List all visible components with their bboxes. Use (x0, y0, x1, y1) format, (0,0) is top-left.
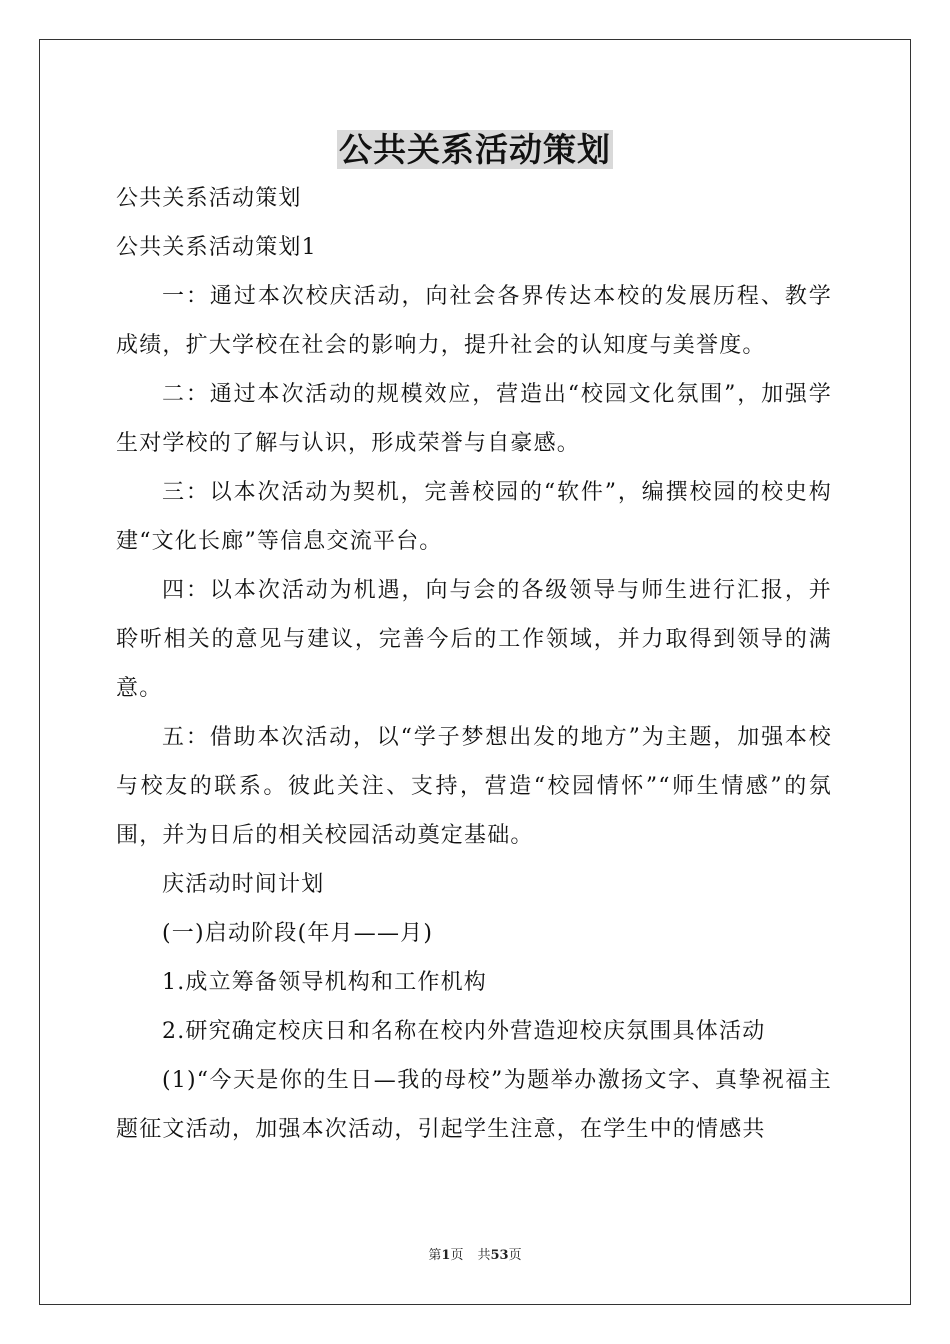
footer-total-suffix: 页 (508, 1248, 522, 1263)
paragraph-heading: 公共关系活动策划 (116, 186, 302, 211)
footer-total-pages: 53 (490, 1248, 509, 1263)
document-body (116, 174, 832, 1154)
paragraph-phase-1: (一)启动阶段(年月——月) (162, 921, 434, 946)
footer-page-suffix: 页 (450, 1248, 464, 1263)
paragraph-schedule-heading: 庆活动时间计划 (162, 872, 325, 897)
paragraph-item-2: 2.研究确定校庆日和名称在校内外营造迎校庆氛围具体活动 (162, 1019, 766, 1044)
paragraph-goal-1: 一：通过本次校庆活动，向社会各界传达本校的发展历程、教学成绩，扩大学校在社会的影响力，提升社会的认知度与美誉度。 (116, 284, 832, 358)
paragraph-goal-4: 四：以本次活动为机遇，向与会的各级领导与师生进行汇报，并聆听相关的意见与建议，完善今后的工作领域，并力取得到领导的满意。 (116, 578, 832, 701)
paragraph-item-1: 1.成立筹备领导机构和工作机构 (162, 970, 487, 995)
paragraph-subitem-1: (1)“今天是你的生日—我的母校”为题举办激扬文字、真挚祝福主题征文活动，加强本次活动，引起学生注意，在学生中的情感共 (116, 1068, 832, 1142)
paragraph-subheading: 公共关系活动策划1 (116, 235, 317, 260)
paragraph-goal-5: 五：借助本次活动，以“学子梦想出发的地方”为主题，加强本校与校友的联系。彼此关注、支持，营造“校园情怀”“师生情感”的氛围，并为日后的相关校园活动奠定基础。 (116, 725, 832, 848)
document-title-text: 公共关系活动策划 (339, 130, 611, 169)
page-footer (0, 1247, 950, 1265)
footer-page-number: 1 (441, 1248, 451, 1263)
document-title (0, 126, 950, 174)
paragraph-goal-2: 二：通过本次活动的规模效应，营造出“校园文化氛围”，加强学生对学校的了解与认识，形成荣誉与自豪感。 (116, 382, 832, 456)
footer-page-prefix: 第 (428, 1248, 442, 1263)
paragraph-goal-3: 三：以本次活动为契机，完善校园的“软件”，编撰校园的校史构建“文化长廊”等信息交流平台。 (116, 480, 832, 554)
footer-total-prefix: 共 (477, 1248, 491, 1263)
